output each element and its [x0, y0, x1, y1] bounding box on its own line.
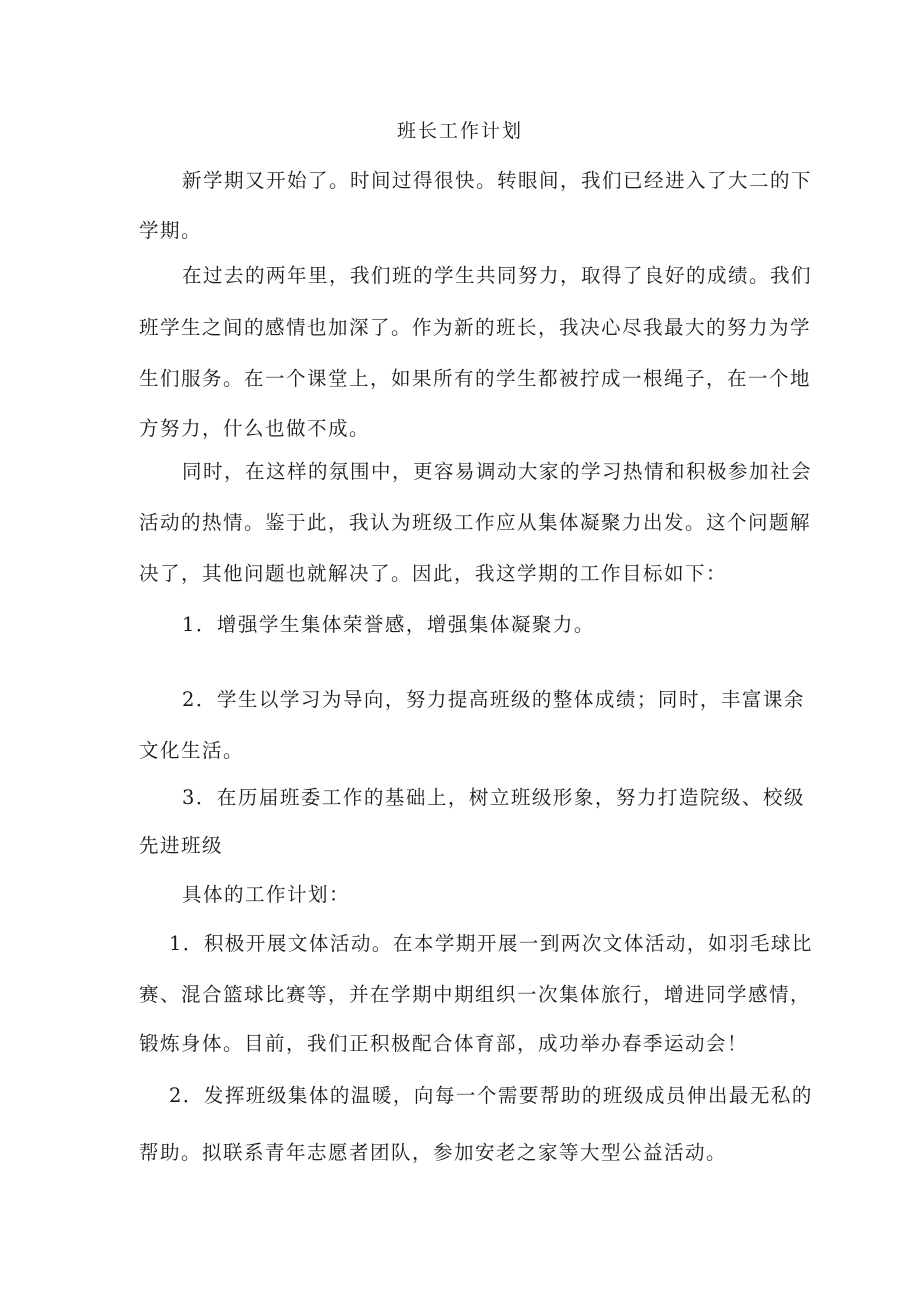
text-line: 2．学生以学习为导向，努力提高班级的整体成绩；同时，丰富课余: [182, 688, 805, 711]
text-line: 2．发挥班级集体的温暖，向每一个需要帮助的班级成员伸出最无私的: [169, 1084, 813, 1107]
text-line: 班学生之间的感情也加深了。作为新的班长，我决心尽我最大的努力为学: [139, 316, 812, 339]
text-line: 活动的热情。鉴于此，我认为班级工作应从集体凝聚力出发。这个问题解: [139, 511, 812, 534]
text-line: 具体的工作计划：: [182, 883, 351, 906]
text-line: 3．在历届班委工作的基础上，树立班级形象，努力打造院级、校级: [182, 786, 805, 809]
text-line: 生们服务。在一个课堂上，如果所有的学生都被拧成一根绳子，在一个地: [139, 367, 812, 390]
text-line: 先进班级: [139, 834, 224, 857]
text-line: 帮助。拟联系青年志愿者团队，参加安老之家等大型公益活动。: [139, 1141, 728, 1164]
text-line: 方努力，什么也做不成。: [139, 417, 371, 440]
text-line: 文化生活。: [139, 739, 245, 762]
document-title: 班长工作计划: [396, 120, 523, 142]
text-line: 1．积极开展文体活动。在本学期开展一到两次文体活动，如羽毛球比: [169, 932, 813, 955]
text-line: 锻炼身体。目前，我们正积极配合体育部，成功举办春季运动会！: [139, 1032, 749, 1055]
text-line: 在过去的两年里，我们班的学生共同努力，取得了良好的成绩。我们: [182, 264, 813, 287]
text-line: 决了，其他问题也就解决了。因此，我这学期的工作目标如下：: [139, 562, 728, 585]
text-line: 1．增强学生集体荣誉感，增强集体凝聚力。: [182, 613, 595, 636]
text-line: 新学期又开始了。时间过得很快。转眼间，我们已经进入了大二的下: [182, 169, 813, 192]
text-line: 学期。: [139, 219, 203, 242]
text-line: 赛、混合篮球比赛等，并在学期中期组织一次集体旅行，增进同学感情，: [139, 983, 812, 1006]
text-line: 同时，在这样的氛围中，更容易调动大家的学习热情和积极参加社会: [182, 460, 813, 483]
